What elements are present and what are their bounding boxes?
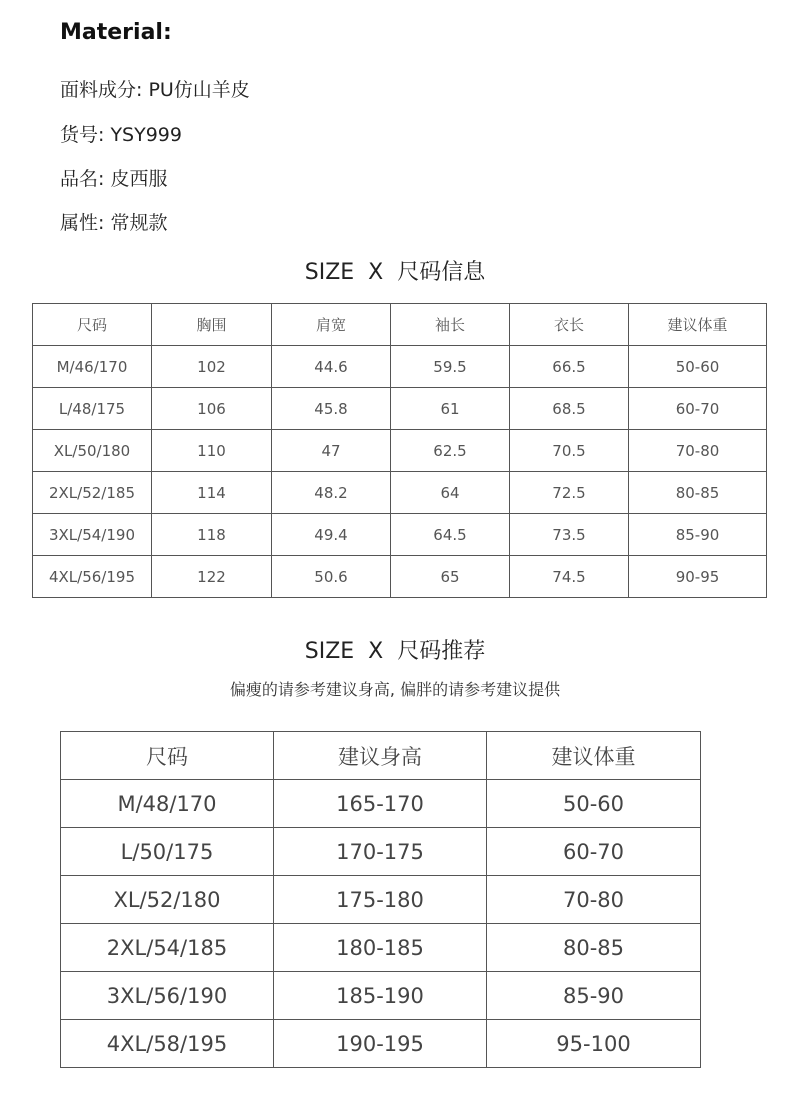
size-info-table: [32, 303, 767, 598]
table-row: [61, 780, 701, 828]
shoulder-cell: 48.2: [272, 472, 391, 514]
size-info-title: SIZE X 尺码信息: [304, 260, 486, 285]
size-cell: 3XL/56/190: [61, 972, 274, 1020]
length-cell: 68.5: [510, 388, 629, 430]
table-row: [33, 514, 767, 556]
size-cell: M/48/170: [61, 780, 274, 828]
size-recommend-note: 偏瘦的请参考建议身高, 偏胖的请参考建议提供: [229, 680, 561, 699]
product-attribute: 属性: 常规款: [60, 212, 168, 234]
weight-cell: 50-60: [487, 780, 701, 828]
size-cell: XL/50/180: [33, 430, 152, 472]
chest-cell: 106: [152, 388, 272, 430]
weight-cell: 70-80: [487, 876, 701, 924]
height-cell: 165-170: [274, 780, 487, 828]
table-row: [33, 388, 767, 430]
product-name: 品名: 皮西服: [60, 168, 168, 190]
length-cell: 72.5: [510, 472, 629, 514]
table-header-row: [61, 732, 701, 780]
table-row: [33, 430, 767, 472]
table-row: [61, 876, 701, 924]
shoulder-cell: 44.6: [272, 346, 391, 388]
shoulder-cell: 47: [272, 430, 391, 472]
height-cell: 185-190: [274, 972, 487, 1020]
shoulder-cell: 50.6: [272, 556, 391, 598]
size-cell: M/46/170: [33, 346, 152, 388]
chest-cell: 122: [152, 556, 272, 598]
weight-cell: 85-90: [629, 514, 767, 556]
weight-cell: 95-100: [487, 1020, 701, 1068]
material-heading: Material:: [60, 20, 172, 45]
size-cell: XL/52/180: [61, 876, 274, 924]
table-row: [61, 828, 701, 876]
size-cell: 3XL/54/190: [33, 514, 152, 556]
shoulder-cell: 49.4: [272, 514, 391, 556]
sleeve-cell: 59.5: [391, 346, 510, 388]
sleeve-cell: 64: [391, 472, 510, 514]
weight-cell: 80-85: [487, 924, 701, 972]
table-header-row: [33, 304, 767, 346]
table-row: [33, 556, 767, 598]
size-cell: 2XL/54/185: [61, 924, 274, 972]
item-number: 货号: YSY999: [60, 124, 182, 146]
table-row: [61, 924, 701, 972]
size-recommend-table: [60, 731, 701, 1068]
header-sleeve: 袖长: [391, 304, 510, 346]
shoulder-cell: 45.8: [272, 388, 391, 430]
length-cell: 73.5: [510, 514, 629, 556]
weight-cell: 50-60: [629, 346, 767, 388]
height-cell: 180-185: [274, 924, 487, 972]
weight-cell: 60-70: [487, 828, 701, 876]
size-cell: 4XL/58/195: [61, 1020, 274, 1068]
chest-cell: 118: [152, 514, 272, 556]
height-cell: 175-180: [274, 876, 487, 924]
sleeve-cell: 65: [391, 556, 510, 598]
chest-cell: 102: [152, 346, 272, 388]
table-row: [33, 472, 767, 514]
header-weight: 建议体重: [629, 304, 767, 346]
table-row: [33, 346, 767, 388]
weight-cell: 70-80: [629, 430, 767, 472]
sleeve-cell: 62.5: [391, 430, 510, 472]
weight-cell: 85-90: [487, 972, 701, 1020]
height-cell: 190-195: [274, 1020, 487, 1068]
fabric-composition: 面料成分: PU仿山羊皮: [60, 79, 250, 101]
length-cell: 70.5: [510, 430, 629, 472]
header-height: 建议身高: [274, 732, 487, 780]
header-length: 衣长: [510, 304, 629, 346]
height-cell: 170-175: [274, 828, 487, 876]
size-cell: L/50/175: [61, 828, 274, 876]
table-row: [61, 972, 701, 1020]
header-size: 尺码: [61, 732, 274, 780]
weight-cell: 90-95: [629, 556, 767, 598]
size-cell: 4XL/56/195: [33, 556, 152, 598]
sleeve-cell: 61: [391, 388, 510, 430]
chest-cell: 114: [152, 472, 272, 514]
length-cell: 66.5: [510, 346, 629, 388]
size-cell: 2XL/52/185: [33, 472, 152, 514]
table-row: [61, 1020, 701, 1068]
chest-cell: 110: [152, 430, 272, 472]
weight-cell: 60-70: [629, 388, 767, 430]
header-size: 尺码: [33, 304, 152, 346]
weight-cell: 80-85: [629, 472, 767, 514]
size-recommend-title: SIZE X 尺码推荐: [304, 639, 486, 664]
length-cell: 74.5: [510, 556, 629, 598]
sleeve-cell: 64.5: [391, 514, 510, 556]
size-cell: L/48/175: [33, 388, 152, 430]
header-shoulder: 肩宽: [272, 304, 391, 346]
header-chest: 胸围: [152, 304, 272, 346]
header-weight: 建议体重: [487, 732, 701, 780]
